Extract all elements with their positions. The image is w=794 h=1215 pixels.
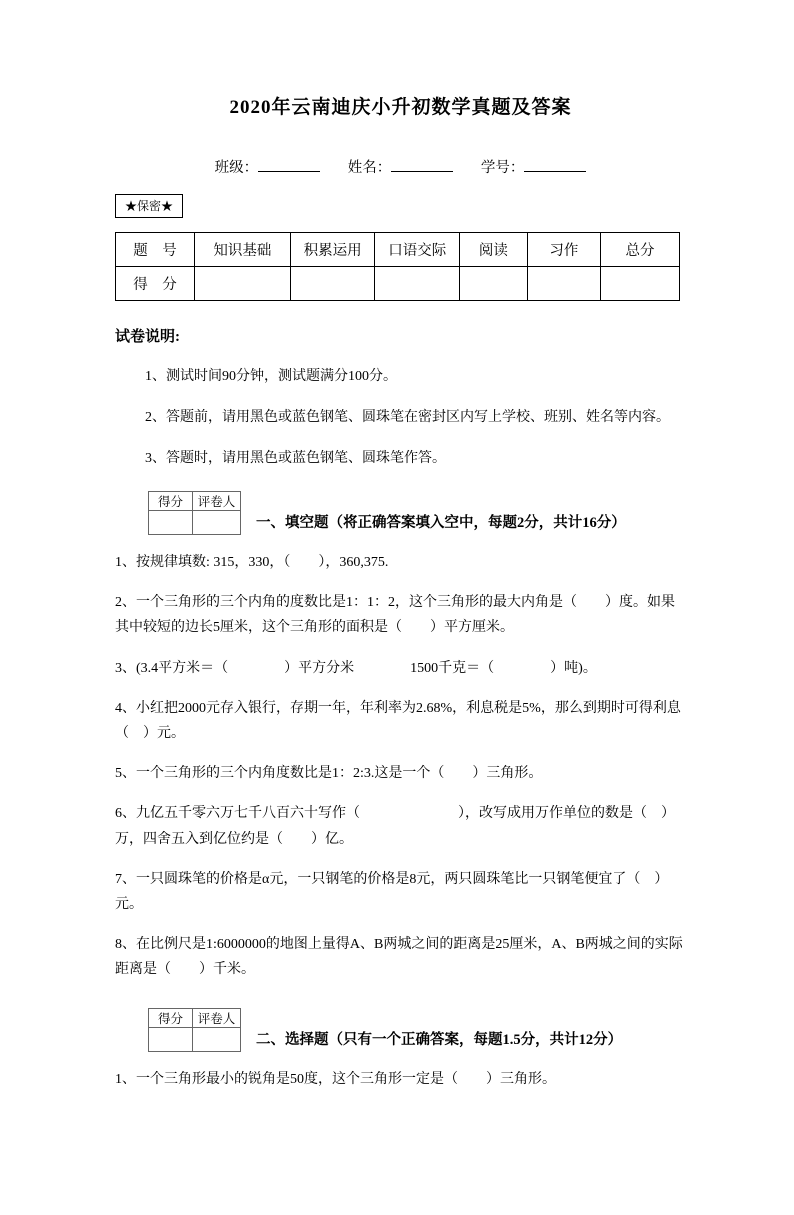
exam-note-item: 2、答题前，请用黑色或蓝色钢笔、圆珠笔在密封区内写上学校、班别、姓名等内容。 bbox=[145, 410, 670, 425]
question-text: 7、一只圆珠笔的价格是α元，一只钢笔的价格是8元，两只圆珠笔比一只钢笔便宜了（ ）元。 bbox=[115, 871, 669, 912]
grader-box-empty-cell bbox=[193, 511, 241, 535]
question-text: 1、按规律填数: 315，330，（ ），360,375. bbox=[115, 555, 389, 570]
section1-title: 一、填空题（将正确答案填入空中，每题2分，共计16分） bbox=[256, 515, 626, 531]
grader-score-box bbox=[148, 1008, 241, 1052]
score-cell-empty bbox=[375, 267, 460, 301]
score-table-header-cell: 积累运用 bbox=[290, 233, 375, 267]
score-table-header-cell: 总分 bbox=[601, 233, 680, 267]
score-cell-empty bbox=[601, 267, 680, 301]
score-cell-empty bbox=[194, 267, 290, 301]
score-cell-empty bbox=[527, 267, 600, 301]
score-summary-table bbox=[115, 232, 680, 301]
question-text: 3、(3.4平方米＝（ ）平方分米 1500千克＝（ ）吨)。 bbox=[115, 660, 597, 676]
score-table-header-cell: 口语交际 bbox=[375, 233, 460, 267]
score-cell-empty bbox=[290, 267, 375, 301]
grader-box-score-label: 得分 bbox=[149, 492, 193, 511]
section2-questions bbox=[115, 1067, 686, 1092]
student-info-field bbox=[481, 160, 587, 176]
fill-in-blank-line bbox=[258, 157, 320, 172]
grader-score-box bbox=[148, 491, 241, 535]
section1-questions bbox=[115, 550, 686, 982]
score-table-header-cell: 阅读 bbox=[460, 233, 528, 267]
question-text: 4、小红把2000元存入银行，存期一年，年利率为2.68%，利息税是5%，那么到期时可得利息（ ）元。 bbox=[115, 700, 681, 741]
grader-box-empty-cell bbox=[149, 1028, 193, 1052]
score-table-score-row bbox=[116, 267, 680, 301]
exam-notes-title: 试卷说明: bbox=[115, 329, 180, 345]
exam-note-item: 1、测试时间90分钟，测试题满分100分。 bbox=[145, 369, 397, 384]
grader-box-grader-label: 评卷人 bbox=[193, 1009, 241, 1028]
page-content bbox=[0, 92, 794, 1093]
student-info-row bbox=[115, 156, 686, 177]
exam-notes-list bbox=[115, 366, 686, 469]
field-label: 姓名： bbox=[347, 160, 392, 176]
question-text: 6、九亿五千零六万七千八百六十写作（ ），改写成用万作单位的数是（ ）万，四舍五入到亿位约是（ ）亿。 bbox=[115, 806, 675, 847]
student-info-field bbox=[215, 160, 321, 176]
fill-in-blank-line bbox=[524, 157, 586, 172]
grader-box-empty-cell bbox=[149, 511, 193, 535]
grader-box-label-row bbox=[149, 1009, 241, 1028]
score-table-header-cell: 习作 bbox=[527, 233, 600, 267]
question-text: 5、一个三角形的三个内角度数比是1：2:3.这是一个（ ）三角形。 bbox=[115, 766, 543, 782]
grader-box-empty-cell bbox=[193, 1028, 241, 1052]
question-text: 1、一个三角形最小的锐角是50度，这个三角形一定是（ ）三角形。 bbox=[115, 1072, 556, 1088]
score-row-label: 得 分 bbox=[116, 267, 195, 301]
student-info-field bbox=[348, 160, 454, 176]
grader-box-empty-row bbox=[149, 511, 241, 535]
score-cell-empty bbox=[460, 267, 528, 301]
section1-header-row bbox=[148, 491, 686, 535]
exam-page bbox=[0, 92, 794, 1215]
question-text: 2、一个三角形的三个内角的度数比是1：1：2，这个三角形的最大内角是（ ）度。如果其中较短的边长5厘米，这个三角形的面积是（ ）平方厘米。 bbox=[115, 595, 675, 636]
grader-box-grader-label: 评卷人 bbox=[193, 492, 241, 511]
grader-box-score-label: 得分 bbox=[149, 1009, 193, 1028]
section2-title: 二、选择题（只有一个正确答案，每题1.5分，共计12分） bbox=[256, 1032, 623, 1049]
score-table-header-row bbox=[116, 233, 680, 267]
score-table-header-cell: 题 号 bbox=[116, 233, 195, 267]
field-label: 学号： bbox=[480, 160, 525, 176]
question-text: 8、在比例尺是1:6000000的地图上量得A、B两城之间的距离是25厘米，A、B两城之间的实际距离是（ ）千米。 bbox=[115, 937, 683, 978]
score-table-header-cell: 知识基础 bbox=[194, 233, 290, 267]
fill-in-blank-line bbox=[391, 157, 453, 172]
confidential-stamp: ★保密★ bbox=[115, 194, 183, 218]
field-label: 班级： bbox=[214, 160, 259, 176]
page-title: 2020年云南迪庆小升初数学真题及答案 bbox=[229, 97, 572, 118]
exam-note-item: 3、答题时，请用黑色或蓝色钢笔、圆珠笔作答。 bbox=[145, 451, 446, 466]
grader-box-empty-row bbox=[149, 1028, 241, 1052]
section2-header-row bbox=[148, 1008, 686, 1052]
grader-box-label-row bbox=[149, 492, 241, 511]
